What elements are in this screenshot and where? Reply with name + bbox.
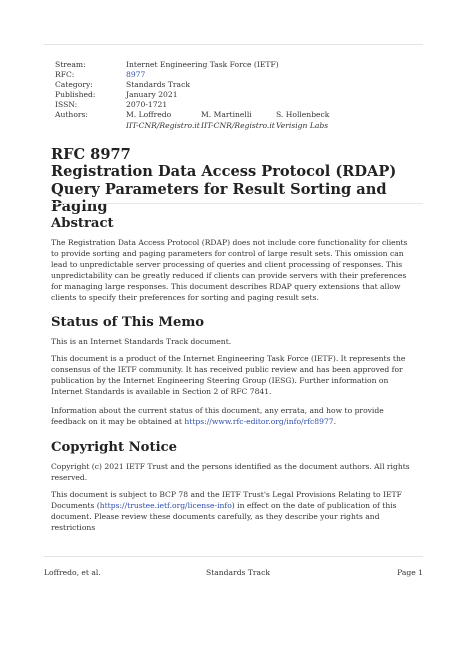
rfc-row	[55, 70, 351, 80]
author-affiliation: Verisign Labs	[276, 120, 329, 130]
footer-category: Standards Track	[206, 568, 270, 577]
rfc-editor-link[interactable]: https://www.rfc-editor.org/info/rfc8977	[184, 417, 334, 426]
author-name: M. Loffredo	[126, 110, 172, 120]
category-value: Standards Track	[126, 80, 190, 90]
rfc-link[interactable]: 8977	[126, 70, 146, 80]
authors-list	[126, 110, 351, 130]
top-divider	[44, 44, 423, 45]
license-info-link[interactable]: https://trustee.ietf.org/license-info	[99, 501, 232, 510]
author-affiliation: IIT-CNR/Registro.it	[201, 120, 275, 130]
authors-label: Authors:	[55, 110, 88, 120]
issn-value: 2070-1721	[126, 100, 168, 110]
author-name: S. Hollenbeck	[276, 110, 330, 120]
status-paragraph-3-end: .	[333, 417, 337, 426]
status-paragraph-3	[51, 405, 416, 427]
published-row	[55, 90, 351, 100]
status-heading: Status of This Memo	[51, 315, 205, 330]
author	[276, 110, 351, 130]
stream-label: Stream:	[55, 60, 86, 69]
title-block	[51, 146, 431, 216]
copyright-paragraph-1: Copyright (c) 2021 IETF Trust and the persons identified as the document authors. All rights reserved.	[51, 462, 410, 482]
document-metadata	[55, 60, 351, 131]
category-label: Category:	[55, 80, 93, 90]
issn-label: ISSN:	[55, 100, 78, 110]
stream-value: Internet Engineering Task Force (IETF)	[126, 60, 279, 69]
copyright-paragraph-2	[51, 489, 416, 533]
published-value: January 2021	[126, 90, 178, 100]
abstract-heading: Abstract	[51, 216, 114, 231]
published-label: Published:	[55, 90, 96, 100]
footer-page-number: Page 1	[397, 568, 423, 577]
issn-row	[55, 100, 351, 110]
authors-row	[55, 110, 351, 130]
rfc-number-heading: RFC 8977	[51, 146, 131, 163]
copyright-paragraph-2-text: This document is subject to BCP 78 and the IETF Trust's Legal Provisions Relating to IETF Documents (	[51, 490, 402, 510]
copyright-paragraph-2-end: ) in effect on the date of publication of this document. Please review these documents carefully, as they describe your rights and restrictions	[51, 501, 397, 532]
status-paragraph-2: This document is a product of the Internet Engineering Task Force (IETF). It represents the consensus of the IETF community. It has received public review and has been approved for publication by the Internet Engineering Steering Group (IESG). Further information on Internet Standards is available in Section 2 of RFC 7841.	[51, 354, 406, 396]
footer-divider	[44, 556, 423, 557]
author-affiliation: IIT-CNR/Registro.it	[126, 120, 200, 130]
author	[126, 110, 201, 130]
abstract-text: The Registration Data Access Protocol (RDAP) does not include core functionality for clients to provide sorting and paging parameters for control of large result sets. This omission can lead to unpredictable server processing of queries and client processing of responses. This unpredictability can be greatly reduced if clients can provide servers with their preferences for managing large responses. This document describes RDAP query extensions that allow clients to specify their preferences for sorting and paging result sets.	[51, 238, 408, 302]
footer-authors: Loffredo, et al.	[44, 568, 101, 577]
title-divider	[51, 203, 423, 204]
status-paragraph-3-text: Information about the current status of this document, any errata, and how to provide feedback on it may be obtained at	[51, 406, 384, 426]
category-row	[55, 80, 351, 90]
author-name: M. Martinelli	[201, 110, 252, 120]
author	[201, 110, 276, 130]
status-paragraph-1: This is an Internet Standards Track document.	[51, 337, 232, 346]
rfc-label: RFC:	[55, 70, 75, 80]
copyright-heading: Copyright Notice	[51, 440, 177, 455]
document-title: Registration Data Access Protocol (RDAP) Query Parameters for Result Sorting and Paging	[51, 163, 397, 215]
stream-row	[55, 60, 351, 70]
